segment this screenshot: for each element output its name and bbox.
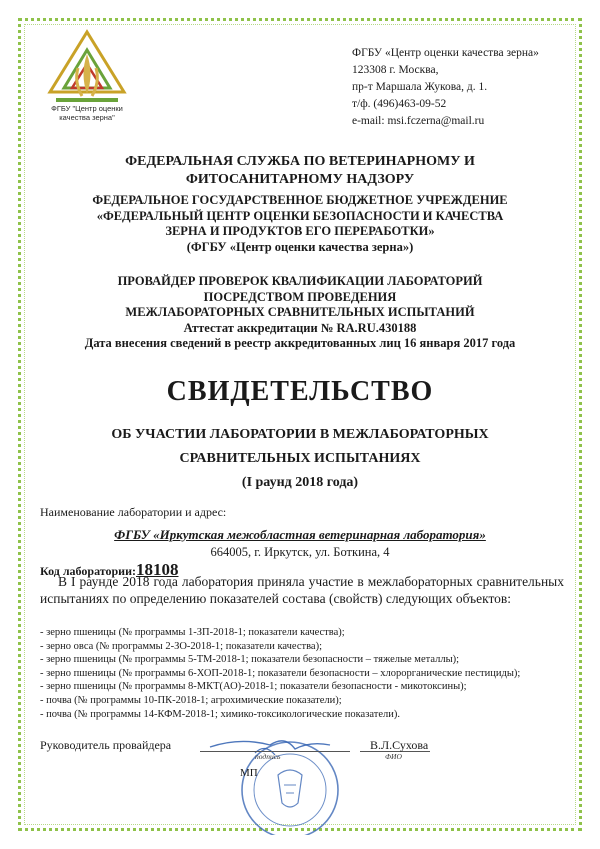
list-item: - почва (№ программы 10-ПК-2018-1; агрохимические показатели); (40, 694, 342, 706)
contact-email: e-mail: msi.fczerna@mail.ru (352, 115, 485, 127)
list-item: - зерно пшеницы (№ программы 5-ТМ-2018-1; показатели безопасности – тяжелые металлы); (40, 654, 460, 666)
seal-place-label: МП (240, 767, 258, 779)
institution-heading: ФЕДЕРАЛЬНОЕ ГОСУДАРСТВЕННОЕ БЮДЖЕТНОЕ УЧРЕЖДЕНИЕ «ФЕДЕРАЛЬНЫЙ ЦЕНТР ОЦЕНКИ БЕЗОПАСНОСТИ И КАЧЕСТВА ЗЕРНА И ПРОДУКТОВ ЕГО ПЕРЕРАБОТКИ» (ФГБУ «Центр оценки качества зерна») (92, 193, 508, 254)
body-paragraph: В I раунде 2018 года лаборатория приняла участие в межлабораторных сравнительных испытаниях по определению показателей состава (свойств) следующих объектов: (40, 574, 564, 606)
signature-caption: подпись (255, 752, 281, 761)
lab-label: Наименование лаборатории и адрес: (40, 505, 227, 519)
contact-street: пр-т Маршала Жукова, д. 1. (352, 81, 488, 93)
signer-name: В.Л.Сухова (370, 738, 429, 752)
contact-phone: т/ф. (496)463-09-52 (352, 98, 447, 110)
certificate-title: СВИДЕТЕЛЬСТВО (166, 376, 434, 407)
list-item: - зерно пшеницы (№ программы 8-МКТ(АО)-2018-1; показатели безопасности - микотоксины); (40, 681, 467, 693)
contact-block (352, 45, 572, 130)
list-item: - зерно овса (№ программы 2-ЗО-2018-1; показатели качества); (40, 640, 322, 652)
contact-postcode: 123308 г. Москва, (352, 64, 439, 76)
provider-head-label: Руководитель провайдера (40, 738, 172, 752)
objects-list (40, 626, 564, 721)
lab-code-label: Код лаборатории: (40, 564, 136, 578)
certificate-subtitle: ОБ УЧАСТИИ ЛАБОРАТОРИИ В МЕЖЛАБОРАТОРНЫХ СРАВНИТЕЛЬНЫХ ИСПЫТАНИЯХ (I раунд 2018 года) (40, 423, 560, 495)
round-label: (I раунд 2018 года) (241, 475, 359, 490)
agency-heading: ФЕДЕРАЛЬНАЯ СЛУЖБА ПО ВЕТЕРИНАРНОМУ И ФИТОСАНИТАРНОМУ НАДЗОРУ (125, 154, 475, 187)
list-item: - зерно пшеницы (№ программы 6-ХОП-2018-1; показатели безопасности – хлорорганические пестициды); (40, 667, 521, 679)
list-item: - зерно пшеницы (№ программы 1-ЗП-2018-1; показатели качества); (40, 627, 345, 638)
lab-address: 664005, г. Иркутск, ул. Боткина, 4 (210, 545, 390, 559)
lab-name: ФГБУ «Иркутская межобластная ветеринарная лаборатория» (114, 527, 486, 542)
fio-caption: ФИО (385, 752, 402, 761)
registry-date: Дата внесения сведений в реестр аккредитованных лиц 16 января 2017 года (84, 336, 516, 350)
lab-code-value: 18108 (136, 560, 179, 579)
seal-stamp-icon (200, 715, 360, 835)
logo-caption: ФГБУ "Центр оценки качества зерна" (51, 104, 123, 122)
provider-heading: ПРОВАЙДЕР ПРОВЕРОК КВАЛИФИКАЦИИ ЛАБОРАТОРИЙ ПОСРЕДСТВОМ ПРОВЕДЕНИЯ МЕЖЛАБОРАТОРНЫХ СРАВНИТЕЛЬНЫХ ИСПЫТАНИЙ Аттестат аккредитации № RA.RU.430188 Дата внесения сведений в реестр аккредитованных лиц 16 января 2017 года (40, 274, 560, 352)
accreditation-number: Аттестат аккредитации № RA.RU.430188 (183, 320, 417, 335)
contact-org: ФГБУ «Центр оценки качества зерна» (352, 47, 539, 59)
list-item: - почва (№ программы 14-КФМ-2018-1; химико-токсикологические показатели). (40, 708, 400, 720)
